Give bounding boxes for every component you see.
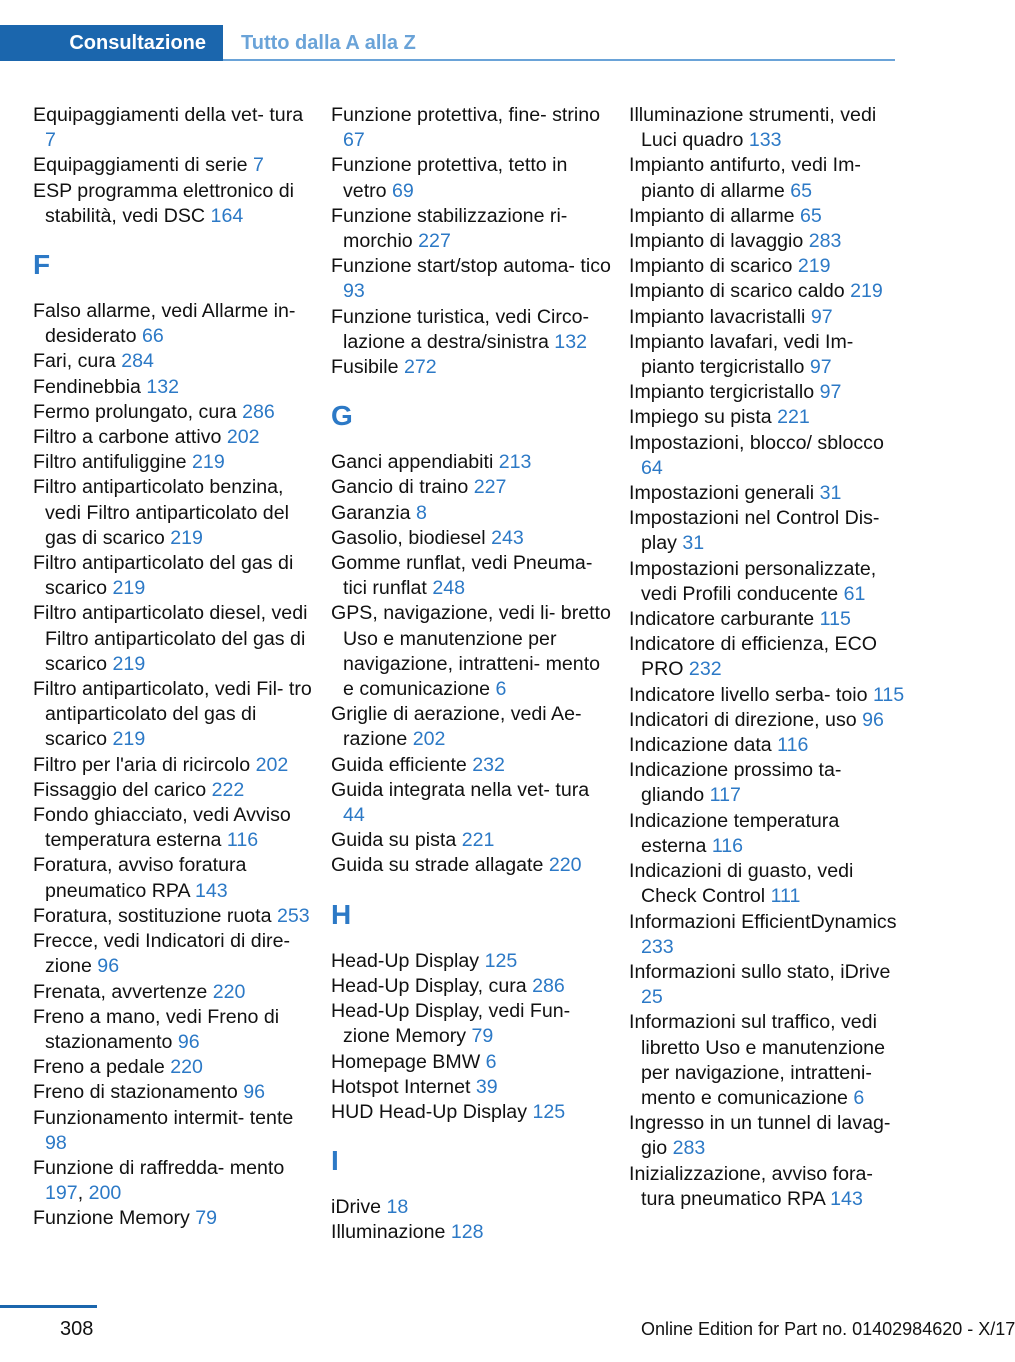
index-entry-term: Freno di stazionamento (33, 1081, 238, 1104)
index-entry (331, 153, 611, 203)
index-entry (331, 475, 611, 500)
index-column-2 (331, 103, 611, 1246)
index-entry (331, 1100, 611, 1125)
page-reference-link[interactable]: 220 (212, 980, 246, 1003)
page-reference-link[interactable]: 202 (412, 728, 446, 751)
index-entry-term: Falso allarme, vedi Allarme in‐ desiderato (33, 300, 296, 348)
page-reference-link[interactable]: 97 (809, 356, 832, 379)
page-reference-link[interactable]: 111 (770, 885, 801, 908)
page-reference-link[interactable]: 93 (343, 280, 365, 303)
index-entry (33, 375, 313, 400)
index-entry (33, 1055, 313, 1080)
index-entry-term: Gancio di traino (331, 476, 469, 499)
index-entry (33, 179, 313, 229)
page-reference-link[interactable]: 98 (45, 1131, 67, 1154)
page-reference-link[interactable]: 64 (641, 456, 663, 479)
index-entry-term: Fusibile (331, 356, 399, 379)
index-letter-heading: H (331, 898, 352, 930)
index-column-3 (629, 103, 909, 1212)
index-entry-term: Equipaggiamenti della vet‐ tura (33, 104, 304, 126)
page-reference-link[interactable]: 116 (711, 834, 744, 857)
page-reference-link[interactable]: 128 (450, 1221, 484, 1244)
index-entry (629, 708, 909, 733)
index-entry (331, 1075, 611, 1100)
page-reference-link[interactable]: 96 (97, 955, 120, 978)
index-entry (629, 204, 909, 229)
index-entry (331, 450, 611, 475)
index-entry-term: Informazioni sullo stato, iDrive (629, 960, 891, 983)
index-entry-term: Impiego su pista (629, 406, 772, 429)
index-entry (33, 601, 313, 677)
index-entry-term: Filtro antiparticolato del gas di scarico (33, 552, 294, 600)
index-entry-term: Filtro antiparticolato diesel, vedi Filtro antiparticolato del gas di scarico (33, 602, 308, 675)
index-entry (33, 904, 313, 929)
header-divider (223, 59, 895, 61)
index-entry (629, 1162, 909, 1212)
page-reference-link[interactable]: 44 (343, 804, 365, 827)
index-entry-term: Guida su pista (331, 829, 457, 852)
index-entry (33, 450, 313, 475)
page-reference-link[interactable]: 96 (243, 1081, 266, 1104)
index-entry-term: Indicazione prossimo ta‐ gliando (629, 759, 842, 807)
page-reference-link[interactable]: 286 (532, 974, 565, 997)
page-reference-link[interactable]: 253 (276, 904, 310, 927)
page-reference-link[interactable]: 219 (797, 255, 831, 278)
page-reference-link[interactable]: 97 (819, 381, 842, 404)
index-entry (33, 778, 313, 803)
edition-note: Online Edition for Part no. 01402984620 - X/17 (641, 1319, 1015, 1339)
index-entry-term: Filtro antifuliggine (33, 451, 187, 474)
page-reference-link[interactable]: 132 (554, 330, 587, 353)
page-reference-link[interactable]: 65 (800, 204, 822, 227)
page-reference-link[interactable]: 232 (688, 658, 722, 681)
index-entry-term: Impostazioni personalizzate, vedi Profili conducente (629, 557, 877, 605)
index-entry-term: Funzione protettiva, tetto in vetro (331, 154, 568, 202)
page-reference-link[interactable]: 219 (112, 652, 146, 675)
index-entry-term: Indicatore carburante (629, 608, 815, 631)
page-reference-link[interactable]: 219 (192, 451, 225, 474)
page-reference-link[interactable]: 222 (211, 778, 245, 801)
index-entry (629, 380, 909, 405)
index-entry-term: Freno a mano, vedi Freno di stazionamento (33, 1005, 280, 1053)
page-reference-link[interactable]: 227 (418, 230, 451, 253)
index-entry (331, 501, 611, 526)
page-reference-link[interactable]: 115 (872, 683, 905, 706)
index-entry (33, 1106, 313, 1156)
index-entry (33, 299, 313, 349)
index-entry-term: Impostazioni generali (629, 482, 815, 505)
index-entry (629, 153, 909, 203)
index-entry (331, 103, 611, 153)
index-entry (629, 279, 909, 304)
index-entry-term: Funzione turistica, vedi Circo‐ lazione a destra/sinistra (331, 305, 590, 353)
page-reference-link[interactable]: 61 (843, 582, 866, 605)
index-entry-term: Impianto lavacristalli (629, 305, 806, 328)
index-entry-term: Informazioni EfficientDynamics (629, 910, 897, 933)
subsection-tab[interactable] (241, 25, 416, 61)
page-reference-link[interactable]: 243 (491, 526, 524, 549)
index-entry (331, 828, 611, 853)
index-entry (33, 475, 313, 551)
page-reference-link[interactable]: 133 (748, 129, 782, 152)
index-entry-term: Informazioni sul traffico, vedi libretto Uso e manutenzione per navigazione, intratteni‐ mento e comunicazione (629, 1011, 885, 1109)
index-letter-heading: I (331, 1145, 339, 1177)
index-entry (629, 632, 909, 682)
page-reference-link[interactable]: 202 (255, 753, 289, 776)
index-letter-heading: G (331, 400, 353, 432)
index-entry-term: Head-Up Display, vedi Fun‐ zione Memory (331, 1000, 571, 1048)
page-reference-link[interactable]: 79 (195, 1207, 218, 1230)
index-entry (629, 254, 909, 279)
page-reference-link[interactable]: 220 (170, 1056, 203, 1079)
index-entry-term: HUD Head-Up Display (331, 1100, 527, 1123)
page-reference-link[interactable]: 79 (471, 1025, 494, 1048)
index-entry-term: Fermo prolungato, cura (33, 400, 237, 423)
index-entry (629, 758, 909, 808)
index-entry-term: Indicazione temperatura esterna (629, 809, 840, 857)
index-entry (629, 405, 909, 430)
index-entry (33, 980, 313, 1005)
page-reference-link[interactable]: 200 (88, 1182, 122, 1205)
page-reference-link[interactable]: 284 (121, 350, 154, 373)
index-entry-term: GPS, navigazione, vedi li‐ bretto Uso e manutenzione per navigazione, intratteni‐ mento e comunicazione (331, 602, 611, 701)
index-entry (629, 431, 909, 481)
index-entry (331, 1050, 611, 1075)
index-entry-term: Frenata, avvertenze (33, 980, 208, 1003)
index-entry-term: ESP programma elettronico di stabilità, vedi DSC (33, 179, 295, 227)
index-entry-term: Inizializzazione, avviso fora‐ tura pneumatico RPA (629, 1162, 873, 1210)
index-entry-term: Fari, cura (33, 350, 116, 373)
index-entry (629, 683, 909, 708)
page-reference-link[interactable]: 220 (548, 854, 582, 877)
index-entry (33, 753, 313, 778)
page-reference-link[interactable]: 219 (170, 526, 203, 549)
index-entry (629, 859, 909, 909)
page-reference-link[interactable]: 116 (226, 829, 259, 852)
index-entry (629, 733, 909, 758)
index-entry-term: Ganci appendiabiti (331, 451, 494, 474)
index-entry-term: Frecce, vedi Indicatori di dire‐ zione (33, 930, 290, 978)
index-entry-term: Head-Up Display (331, 949, 480, 972)
index-entry-term: Funzione di raffredda‐ mento (33, 1156, 285, 1179)
page-reference-link[interactable]: 96 (177, 1030, 200, 1053)
index-entry-term: Guida efficiente (331, 753, 467, 776)
index-entry-term: Ingresso in un tunnel di lavag‐ gio (629, 1112, 891, 1160)
page-reference-link[interactable]: 132 (146, 375, 180, 398)
index-entry (33, 1005, 313, 1055)
index-entry-term: Freno a pedale (33, 1056, 165, 1079)
section-tab-label: Consultazione (69, 31, 206, 54)
page-reference-link[interactable]: 39 (475, 1075, 498, 1098)
index-entry-term: Indicatore livello serba‐ toio (629, 683, 868, 706)
index-entry (331, 778, 611, 828)
index-entry (629, 103, 909, 153)
index-entry-term: Impianto di scarico caldo (629, 280, 845, 303)
index-column-1 (33, 103, 313, 1232)
index-entry (33, 400, 313, 425)
index-entry-term: Funzionamento intermit‐ tente (33, 1106, 294, 1129)
section-tab[interactable] (0, 25, 223, 61)
index-entry (331, 305, 611, 355)
index-entry (331, 702, 611, 752)
index-entry-term: Funzione Memory (33, 1207, 190, 1230)
index-entry-term: Foratura, sostituzione ruota (33, 904, 272, 927)
page-reference-link[interactable]: 117 (709, 784, 741, 807)
index-entry (331, 355, 611, 380)
page-reference-link[interactable]: 25 (641, 986, 663, 1009)
index-entry (33, 1206, 313, 1231)
page-reference-link[interactable]: 219 (850, 280, 883, 303)
page-reference-link[interactable]: 213 (498, 451, 532, 474)
index-entry-term: Impostazioni nel Control Dis‐ play (629, 507, 880, 555)
page-reference-link[interactable]: 221 (461, 829, 495, 852)
index-entry-term: Impianto lavafari, vedi Im‐ pianto tergicristallo (629, 330, 854, 379)
page-reference-link[interactable]: 115 (819, 608, 851, 631)
index-entry-term: Impostazioni, blocco/ sblocco (629, 431, 884, 454)
index-entry-term: Impianto di lavaggio (629, 230, 804, 253)
index-entry-term: Indicazioni di guasto, vedi Check Control (629, 860, 854, 908)
index-entry-term: Impianto di allarme (629, 204, 795, 227)
index-entry (629, 506, 909, 556)
footer-divider (0, 1305, 97, 1308)
index-entry (33, 103, 313, 153)
index-entry (629, 305, 909, 330)
index-entry-term: Impianto tergicristallo (629, 381, 815, 404)
index-entry-term: Gasolio, biodiesel (331, 526, 486, 549)
index-entry (33, 349, 313, 374)
index-entry-term: iDrive (331, 1196, 382, 1219)
index-entry-term: Homepage BMW (331, 1050, 481, 1073)
page-reference-link[interactable]: 143 (194, 879, 228, 902)
index-entry (331, 974, 611, 999)
page-reference-link[interactable]: 286 (242, 400, 275, 423)
index-entry (629, 809, 909, 859)
subsection-tab-label: Tutto dalla A alla Z (241, 31, 416, 54)
page-reference-link[interactable]: 18 (386, 1196, 409, 1219)
page-reference-link[interactable]: 197 (45, 1182, 78, 1205)
index-entry: Funzione di raffredda‐ mento 197, 200 (33, 1156, 285, 1205)
page-reference-link[interactable]: 8 (415, 501, 427, 524)
index-entry (33, 551, 313, 601)
index-entry (33, 803, 313, 853)
index-entry (33, 929, 313, 979)
index-entry (629, 1010, 909, 1111)
index-entry-term: Impianto antifurto, vedi Im‐ pianto di allarme (629, 154, 861, 202)
index-letter-heading: F (33, 249, 51, 281)
page-reference-link[interactable]: 125 (532, 1100, 566, 1123)
index-entry (331, 1220, 611, 1245)
index-entry (629, 330, 909, 380)
index-entry-term: Fondo ghiacciato, vedi Avviso temperatura esterna (33, 804, 291, 852)
index-entry (629, 960, 909, 1010)
page-reference-link[interactable]: 67 (343, 129, 365, 152)
page-reference-link[interactable]: 97 (810, 305, 833, 328)
index-entry-term: Filtro antiparticolato, vedi Fil‐ tro antiparticolato del gas di scarico (33, 678, 312, 751)
page-reference-link[interactable]: 31 (819, 482, 842, 505)
index-entry-term: Filtro a carbone attivo (33, 426, 222, 449)
page-reference-link[interactable]: 283 (808, 230, 842, 253)
page-reference-link[interactable]: 66 (141, 325, 164, 348)
index-entry (331, 753, 611, 778)
index-entry (629, 229, 909, 254)
page-reference-link[interactable]: 31 (682, 532, 705, 555)
index-entry-term: Guida integrata nella vet‐ tura (331, 778, 590, 801)
page-reference-link[interactable]: 272 (403, 356, 437, 379)
page-reference-link[interactable]: 202 (226, 426, 260, 449)
index-entry-term: Head-Up Display, cura (331, 974, 527, 997)
index-entry-term: Indicatore di efficienza, ECO PRO (629, 633, 877, 681)
index-entry (331, 1195, 611, 1220)
index-entry-term: Guida su strade allagate (331, 854, 544, 877)
page-number: 308 (60, 1318, 94, 1340)
index-entry-term: Griglie di aerazione, vedi Ae‐ razione (331, 703, 582, 751)
index-entry (331, 999, 611, 1049)
page-reference-link[interactable]: 233 (641, 935, 674, 958)
page-reference-link[interactable]: 143 (830, 1187, 863, 1210)
index-entry-term: Illuminazione strumenti, vedi Luci quadro (629, 104, 877, 152)
index-entry-term: Funzione protettiva, fine‐ strino (331, 104, 601, 126)
page-reference-link[interactable]: 219 (112, 577, 146, 600)
index-entry-term: Filtro antiparticolato benzina, vedi Filtro antiparticolato del gas di scarico (33, 476, 289, 549)
page-reference-link[interactable]: 219 (112, 728, 146, 751)
page-reference-link[interactable]: 7 (253, 154, 264, 177)
index-entry-term: Hotspot Internet (331, 1075, 471, 1098)
page-header (0, 25, 960, 65)
index-entry (331, 949, 611, 974)
index-entry (331, 254, 611, 304)
index-entry-term: Gomme runflat, vedi Pneuma‐ tici runflat (331, 552, 593, 600)
page-reference-link[interactable]: 116 (777, 734, 809, 757)
page-reference-link[interactable]: 6 (485, 1050, 497, 1073)
page-reference-link[interactable]: 7 (45, 129, 56, 152)
index-entry (629, 910, 909, 960)
index-entry (629, 1111, 909, 1161)
index-entry (331, 853, 611, 878)
index-entry (33, 853, 313, 903)
index-entry-term: Indicazione data (629, 734, 772, 757)
page-reference-link[interactable]: 283 (672, 1137, 706, 1160)
index-entry (629, 481, 909, 506)
index-entry-term: Equipaggiamenti di serie (33, 154, 248, 177)
page-reference-link[interactable]: 96 (862, 708, 884, 731)
index-entry-term: Impianto di scarico (629, 255, 793, 278)
index-entry-term: Illuminazione (331, 1221, 446, 1244)
page-reference-link[interactable]: 227 (473, 476, 507, 499)
index-entry (331, 526, 611, 551)
index-entry (331, 601, 611, 702)
page-reference-link[interactable]: 65 (790, 179, 813, 202)
index-entry (33, 1080, 313, 1105)
index-entry-term: Funzione start/stop automa‐ tico (331, 255, 611, 278)
index-entry-term: Garanzia (331, 501, 411, 524)
page-reference-link[interactable]: 232 (472, 753, 505, 776)
page-reference-link[interactable]: 125 (484, 949, 518, 972)
page-reference-link[interactable]: 164 (210, 204, 244, 227)
index-entry-term: Foratura, avviso foratura pneumatico RPA (33, 854, 247, 902)
index-entry-term: Fissaggio del carico (33, 778, 207, 801)
page-reference-link[interactable]: 6 (495, 678, 507, 701)
index-entry (33, 677, 313, 753)
index-entry (33, 425, 313, 450)
index-entry (331, 204, 611, 254)
page-reference-link[interactable]: 69 (392, 179, 414, 202)
page-reference-link[interactable]: 248 (432, 577, 466, 600)
index-entry-term: Funzione stabilizzazione ri‐ morchio (331, 204, 568, 253)
index-entry-term: Fendinebbia (33, 375, 141, 398)
index-entry-term: Filtro per l'aria di ricircolo (33, 753, 251, 776)
index-entry (629, 557, 909, 607)
page-reference-link[interactable]: 6 (853, 1086, 865, 1109)
index-entry (629, 607, 909, 632)
index-entry (331, 551, 611, 601)
index-entry (33, 153, 313, 178)
page-reference-link[interactable]: 221 (777, 406, 810, 429)
index-entry-term: Indicatori di direzione, uso (629, 708, 857, 731)
